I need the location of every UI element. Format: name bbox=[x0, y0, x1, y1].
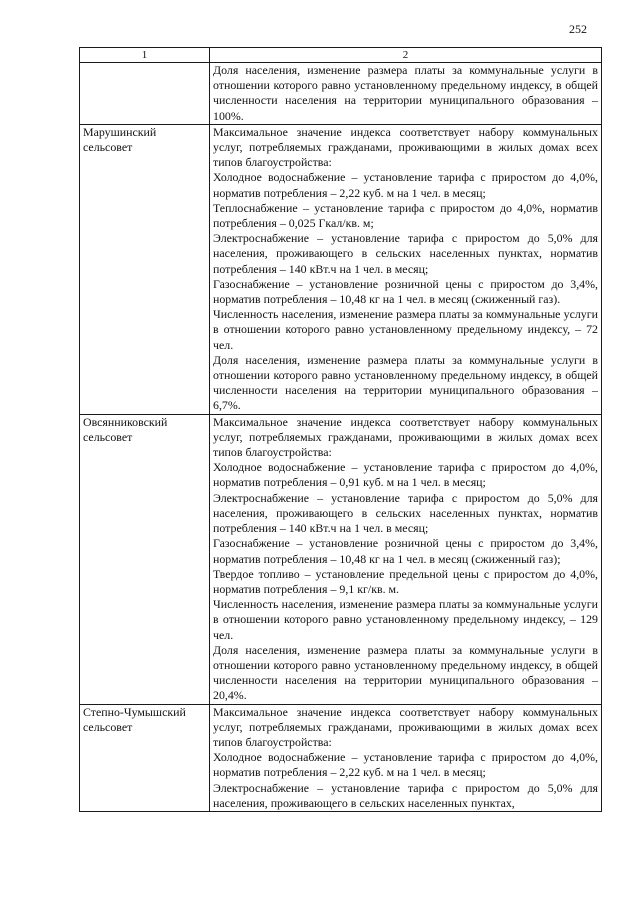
paragraph: Доля населения, изменение размера платы за коммунальные услуги в отношении которого равно установленному предельному индексу, в общей численности населения на территории муниципального образования – 100%. bbox=[213, 63, 598, 123]
paragraph: Численность населения, изменение размера платы за коммунальные услуги в отношении которого равно установленному предельному индексу, – 72 чел. bbox=[213, 307, 598, 352]
paragraph: Максимальное значение индекса соответствует набору коммунальных услуг, потребляемых гражданами, проживающими в жилых домах всех типов благоустройства: bbox=[213, 704, 598, 749]
paragraph: Максимальное значение индекса соответствует набору коммунальных услуг, потребляемых гражданами, проживающими в жилых домах всех типов благоустройства: bbox=[213, 124, 598, 170]
paragraph: Холодное водоснабжение – установление тарифа с приростом до 4,0%, норматив потребления – 2,22 куб. м на 1 чел. в месяц; bbox=[213, 750, 598, 780]
page-number: 252 bbox=[569, 22, 587, 36]
table-header-row bbox=[80, 48, 602, 63]
description-cell bbox=[210, 63, 602, 125]
paragraph: Доля населения, изменение размера платы за коммунальные услуги в отношении которого равно установленному предельному индексу, в общей численности населения на территории муниципального образования – 20,4%. bbox=[213, 642, 598, 703]
column-header-1: 1 bbox=[80, 48, 210, 63]
paragraph: Электроснабжение – установление тарифа с приростом до 5,0% для населения, проживающего в сельских населенных пунктах, bbox=[213, 780, 598, 810]
paragraph: Электроснабжение – установление тарифа с приростом до 5,0% для населения, проживающего в сельских населенных пунктах, норматив потребления – 140 кВт.ч на 1 чел. в месяц; bbox=[213, 231, 598, 276]
column-header-2: 2 bbox=[210, 48, 602, 63]
table-row bbox=[80, 63, 602, 125]
paragraph: Холодное водоснабжение – установление тарифа с приростом до 4,0%, норматив потребления – 2,22 куб. м на 1 чел. в месяц; bbox=[213, 170, 598, 200]
municipality-name: Степно-Чумышский сельсовет bbox=[80, 704, 210, 811]
paragraph: Теплоснабжение – установление тарифа с приростом до 4,0%, норматив потребления – 0,025 Гкал/кв. м; bbox=[213, 200, 598, 231]
paragraph: Численность населения, изменение размера платы за коммунальные услуги в отношении которого равно установленному предельному индексу, – 129 чел. bbox=[213, 597, 598, 642]
description-cell bbox=[210, 704, 602, 811]
table-row bbox=[80, 704, 602, 811]
municipality-name: Овсянниковский сельсовет bbox=[80, 414, 210, 704]
paragraph: Газоснабжение – установление розничной цены с приростом до 3,4%, норматив потребления – 10,48 кг на 1 чел. в месяц (сжиженный газ); bbox=[213, 536, 598, 566]
table-row bbox=[80, 414, 602, 704]
paragraph: Максимальное значение индекса соответствует набору коммунальных услуг, потребляемых гражданами, проживающими в жилых домах всех типов благоустройства: bbox=[213, 414, 598, 460]
paragraph: Холодное водоснабжение – установление тарифа с приростом до 4,0%, норматив потребления – 0,91 куб. м на 1 чел. в месяц; bbox=[213, 460, 598, 490]
table-row bbox=[80, 124, 602, 414]
municipality-table bbox=[79, 47, 602, 812]
description-cell bbox=[210, 414, 602, 704]
municipality-name bbox=[80, 63, 210, 125]
paragraph: Доля населения, изменение размера платы за коммунальные услуги в отношении которого равно установленному предельному индексу, в общей численности населения на территории муниципального образования – 6,7%. bbox=[213, 352, 598, 413]
paragraph: Электроснабжение – установление тарифа с приростом до 5,0% для населения, проживающего в сельских населенных пунктах, норматив потребления – 140 кВт.ч на 1 чел. в месяц; bbox=[213, 490, 598, 536]
paragraph: Газоснабжение – установление розничной цены с приростом до 3,4%, норматив потребления – 10,48 кг на 1 чел. в месяц (сжиженный газ). bbox=[213, 276, 598, 307]
paragraph: Твердое топливо – установление предельной цены с приростом до 4,0%, норматив потребления – 9,1 кг/кв. м. bbox=[213, 566, 598, 596]
description-cell bbox=[210, 124, 602, 414]
municipality-name: Марушинский сельсовет bbox=[80, 124, 210, 414]
